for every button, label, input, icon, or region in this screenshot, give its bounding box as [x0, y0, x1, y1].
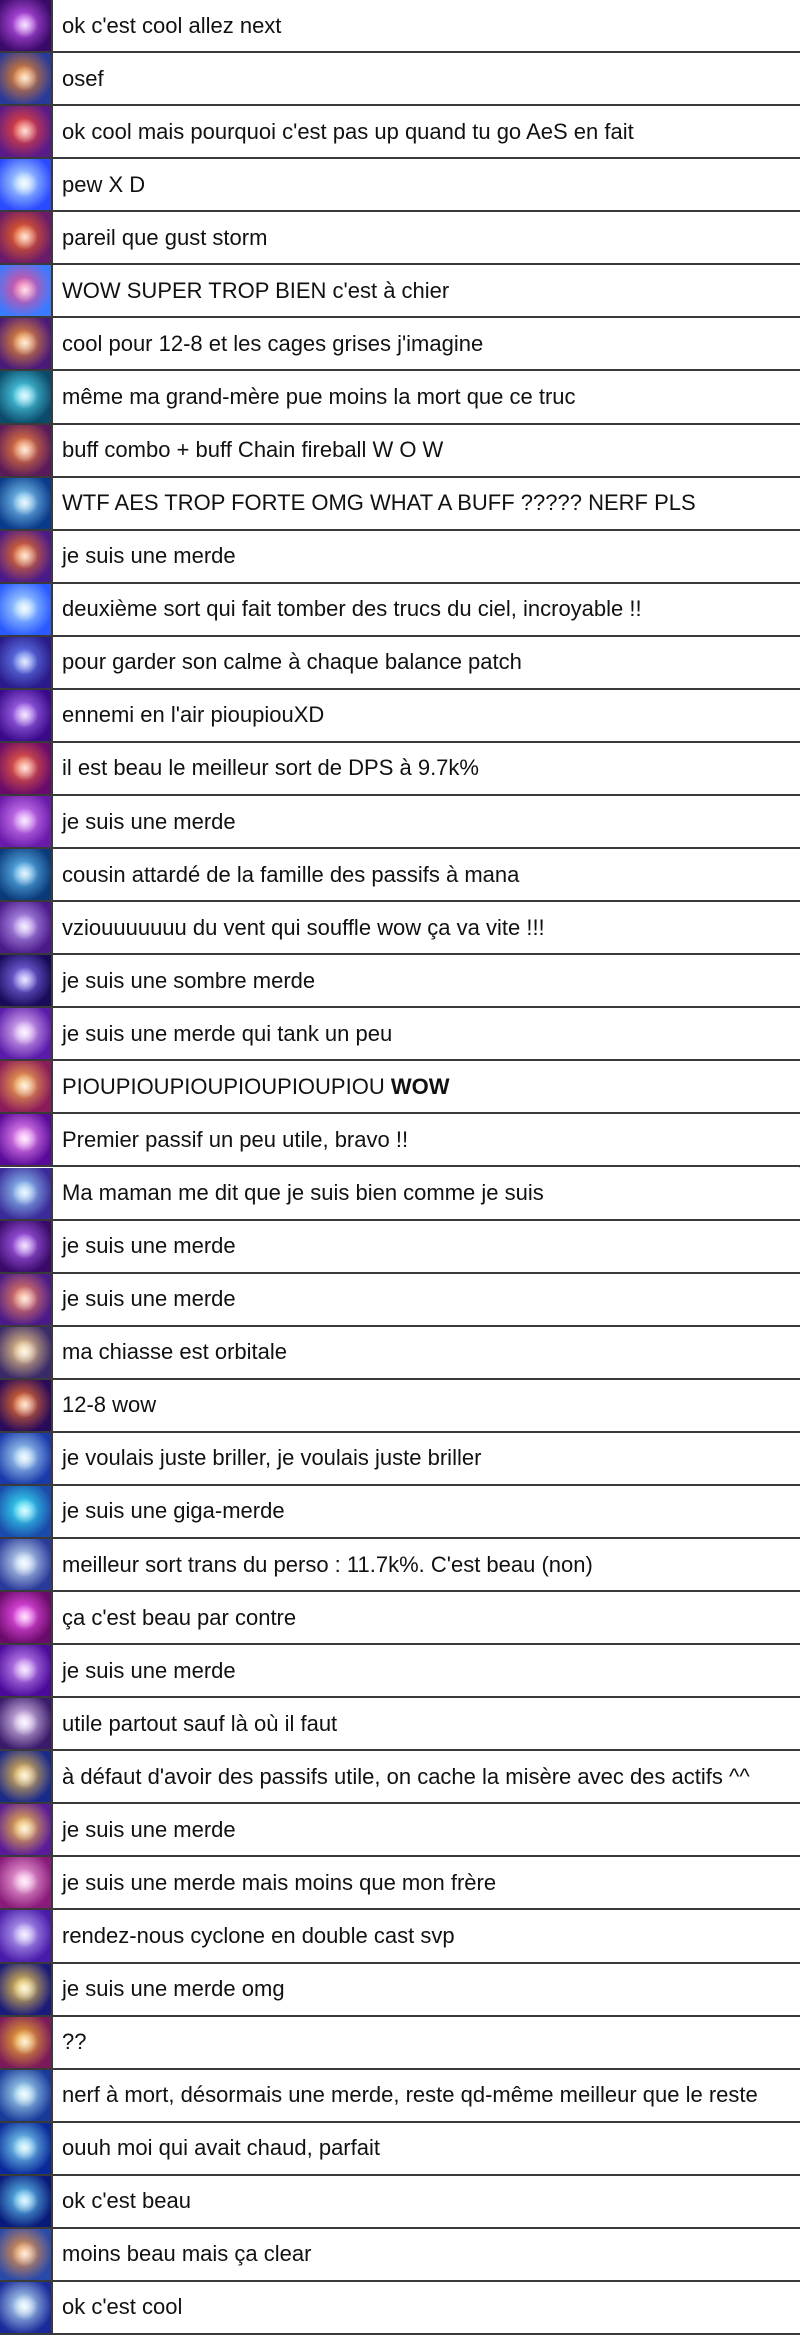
sun-cycle-icon — [0, 1804, 53, 1855]
tier-row — [0, 584, 800, 637]
skill-comment: ouuh moi qui avait chaud, parfait — [62, 2135, 380, 2161]
tier-row — [0, 849, 800, 902]
skill-comment: ok c'est cool allez next — [62, 12, 282, 38]
tier-row — [0, 1274, 800, 1327]
tier-row — [0, 690, 800, 743]
tier-row — [0, 1486, 800, 1539]
skill-comment: je suis une sombre merde — [62, 967, 316, 993]
tier-row — [0, 902, 800, 955]
tier-row — [0, 212, 800, 265]
blue-comet-icon — [0, 2176, 53, 2227]
skill-comment: osef — [62, 65, 104, 91]
tier-row — [0, 1114, 800, 1167]
tier-row — [0, 2070, 800, 2123]
blue-sigil-icon — [0, 478, 53, 529]
tier-row — [0, 371, 800, 424]
tier-row — [0, 1061, 800, 1114]
skill-comment: deuxième sort qui fait tomber des trucs du ciel, incroyable !! — [62, 596, 642, 622]
skill-comment: pour garder son calme à chaque balance patch — [62, 649, 522, 675]
skill-comment: meilleur sort trans du perso : 11.7k%. C'est beau (non) — [62, 1551, 593, 1577]
skill-comment: je suis une merde omg — [62, 1976, 285, 2002]
skill-comment: même ma grand-mère pue moins la mort que ce truc — [62, 384, 576, 409]
fire-dancer-icon — [0, 53, 53, 104]
tier-row — [0, 743, 800, 796]
wind-slash-icon — [0, 902, 53, 953]
skill-comment: je voulais juste briller, je voulais juste briller — [62, 1445, 482, 1471]
skill-comment: je suis une merde — [62, 1816, 236, 1842]
crescent-slash-icon — [0, 1645, 53, 1696]
tier-row — [0, 265, 800, 318]
fire-meteor-icon — [0, 318, 53, 369]
tier-row — [0, 106, 800, 159]
bold-emphasis: WOW — [390, 1073, 450, 1099]
mana-shield-icon — [0, 1751, 53, 1802]
tier-row — [0, 425, 800, 478]
skill-comment: il est beau le meilleur sort de DPS à 9.7k% — [62, 755, 479, 781]
sun-orb-icon — [0, 2017, 53, 2068]
tier-row — [0, 1751, 800, 1804]
comet-plus-icon — [0, 425, 53, 476]
ice-rain-icon — [0, 584, 53, 635]
skill-comment: je suis une giga-merde — [62, 1498, 285, 1524]
skill-comment: à défaut d'avoir des passifs utile, on cache la misère avec des actifs ^^ — [62, 1763, 750, 1789]
skill-comment: cousin attardé de la famille des passifs à mana — [62, 861, 520, 887]
skill-comment: 12-8 wow — [62, 1392, 157, 1418]
skill-comment: utile partout sauf là où il faut — [62, 1710, 338, 1736]
flame-explosion-icon — [0, 212, 53, 263]
tier-row — [0, 1327, 800, 1380]
cyan-gear-icon — [0, 371, 53, 422]
tier-row — [0, 637, 800, 690]
skill-comment: cool pour 12-8 et les cages grises j'imagine — [62, 330, 484, 356]
tier-row — [0, 2282, 800, 2335]
meteor-streak-icon — [0, 2070, 53, 2121]
skill-comment: ennemi en l'air pioupiouXD — [62, 702, 325, 728]
ring-rune-icon — [0, 1221, 53, 1272]
skill-comment: ma chiasse est orbitale — [62, 1339, 287, 1365]
skill-comment: je suis une merde — [62, 543, 236, 569]
storm-bolt-icon — [0, 1964, 53, 2015]
tier-row — [0, 2017, 800, 2070]
mana-hand-icon — [0, 849, 53, 900]
skill-comment: WOW SUPER TROP BIEN c'est à chier — [62, 277, 450, 303]
guardian-figure-icon — [0, 1008, 53, 1059]
rising-tower-icon — [0, 1380, 53, 1431]
skill-comment: pew X D — [62, 171, 146, 197]
skill-comment: je suis une merde — [62, 1286, 236, 1312]
tier-row — [0, 318, 800, 371]
tier-row — [0, 1698, 800, 1751]
skill-comment: je suis une merde — [62, 808, 236, 834]
energy-beam-icon — [0, 159, 53, 210]
skill-comment: nerf à mort, désormais une merde, reste qd-même meilleur que le reste — [62, 2082, 758, 2108]
tier-row — [0, 1433, 800, 1486]
light-spear-icon — [0, 1433, 53, 1484]
tier-row — [0, 2176, 800, 2229]
skill-comment: Ma maman me dit que je suis bien comme je suis — [62, 1180, 544, 1206]
skill-comment: WTF AES TROP FORTE OMG WHAT A BUFF ????? NERF PLS — [62, 490, 696, 516]
skill-comment: pareil que gust storm — [62, 224, 268, 250]
tier-row — [0, 796, 800, 849]
skill-comment: buff combo + buff Chain fireball W O W — [62, 437, 444, 463]
staff-orb-icon — [0, 1168, 53, 1219]
meditation-icon — [0, 637, 53, 688]
tier-row — [0, 1539, 800, 1592]
tier-row — [0, 1910, 800, 1963]
white-orb-burst-icon — [0, 0, 53, 51]
fire-comet-icon — [0, 531, 53, 582]
tier-row — [0, 531, 800, 584]
skill-comment: je suis une merde — [62, 1657, 236, 1683]
tier-row — [0, 1221, 800, 1274]
skill-comment: moins beau mais ça clear — [62, 2241, 312, 2267]
skill-comment: ok c'est beau — [62, 2188, 191, 2214]
tier-row — [0, 1008, 800, 1061]
skill-comment: je suis une merde qui tank un peu — [62, 1020, 393, 1046]
skill-comment: ?? — [62, 2029, 87, 2055]
tier-row — [0, 1592, 800, 1645]
skill-comment: vziouuuuuuu du vent qui souffle wow ça va vite !!! — [62, 914, 545, 940]
frost-shard-icon — [0, 2282, 53, 2333]
tier-row — [0, 2123, 800, 2176]
skill-comment: ok cool mais pourquoi c'est pas up quand tu go AeS en fait — [62, 118, 634, 144]
tier-row — [0, 1804, 800, 1857]
tier-row — [0, 1645, 800, 1698]
tier-row — [0, 159, 800, 212]
orbit-crest-icon — [0, 1327, 53, 1378]
cyclone-icon — [0, 1910, 53, 1961]
swirl-rune-icon — [0, 1857, 53, 1908]
tier-row — [0, 1964, 800, 2017]
tier-row — [0, 2229, 800, 2282]
fire-lance-icon — [0, 2229, 53, 2280]
tier-row — [0, 1380, 800, 1433]
orb-cluster-icon — [0, 1061, 53, 1112]
wind-swirl-icon — [0, 796, 53, 847]
skill-comment: ok c'est cool — [62, 2294, 183, 2320]
fire-spiral-icon — [0, 743, 53, 794]
skill-comment: Premier passif un peu utile, bravo !! — [62, 1126, 409, 1152]
tier-row — [0, 478, 800, 531]
winged-crest-icon — [0, 1698, 53, 1749]
spear-barrage-icon — [0, 1539, 53, 1590]
multi-orb-icon — [0, 1274, 53, 1325]
tier-row — [0, 0, 800, 53]
magic-circle-icon — [0, 1592, 53, 1643]
tier-row — [0, 53, 800, 106]
ice-beam-icon — [0, 2123, 53, 2174]
shadow-figure-icon — [0, 1486, 53, 1537]
tier-row — [0, 1857, 800, 1910]
stop-sign-icon — [0, 265, 53, 316]
tier-row — [0, 955, 800, 1008]
red-armor-icon — [0, 106, 53, 157]
skill-comment: je suis une merde mais moins que mon frère — [62, 1869, 497, 1895]
tier-row — [0, 1168, 800, 1221]
skill-comment: ça c'est beau par contre — [62, 1604, 297, 1630]
skill-comment: PIOUPIOUPIOUPIOUPIOUPIOU WOW — [62, 1073, 450, 1099]
purple-eye-icon — [0, 1114, 53, 1165]
skill-comment: rendez-nous cyclone en double cast svp — [62, 1922, 455, 1948]
dark-lightning-icon — [0, 955, 53, 1006]
skill-comment: je suis une merde — [62, 1233, 236, 1259]
lightning-strike-icon — [0, 690, 53, 741]
